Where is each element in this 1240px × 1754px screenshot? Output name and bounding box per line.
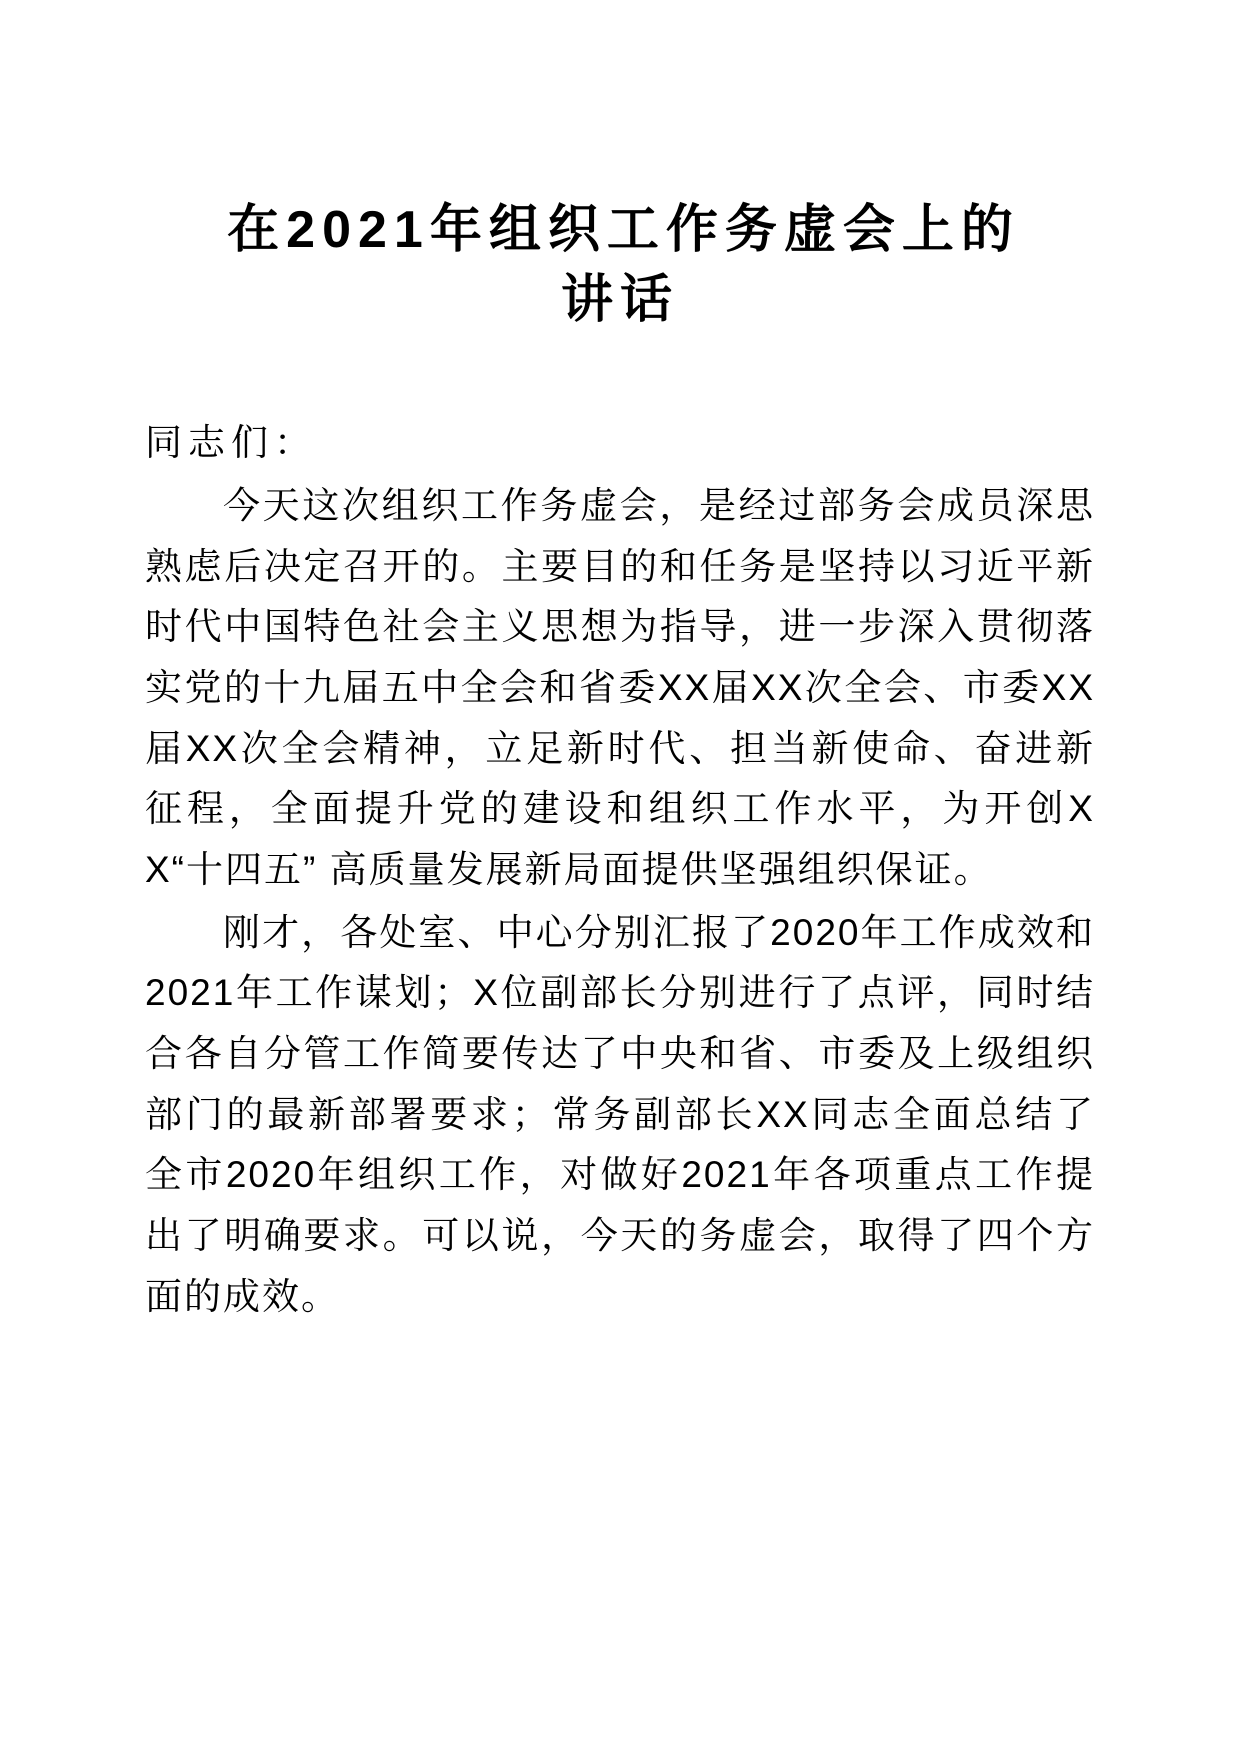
title-line-2: 讲话 — [560, 271, 679, 330]
paragraph-2: 刚才，各处室、中心分别汇报了2020年工作成效和2021年工作谋划；X位副部长分别进行了点评，同时结合各自分管工作简要传达了中央和省、市委及上级组织部门的最新部署要求；常务副部长XX同志全面总结了全市2020年组织工作，对做好2021年各项重点工作提出了明确要求。可以说，今天的务虚会，取得了四个方面的成效。 — [145, 911, 1095, 1317]
paragraph-1: 今天这次组织工作务虚会，是经过部务会成员深思熟虑后决定召开的。主要目的和任务是坚持以习近平新时代中国特色社会主义思想为指导，进一步深入贯彻落实党的十九届五中全会和省委XX届XX次全会、市委XX届XX次全会精神，立足新时代、担当新使命、奋进新征程，全面提升党的建设和组织工作水平，为开创XX“十四五” 高质量发展新局面提供坚强组织保证。 — [145, 485, 1095, 891]
title-line-1: 在2021年组织工作务虚会上的 — [227, 201, 1020, 259]
page-title — [145, 195, 1095, 335]
salutation: 同志们： — [145, 422, 317, 464]
document-body — [145, 413, 1095, 1327]
